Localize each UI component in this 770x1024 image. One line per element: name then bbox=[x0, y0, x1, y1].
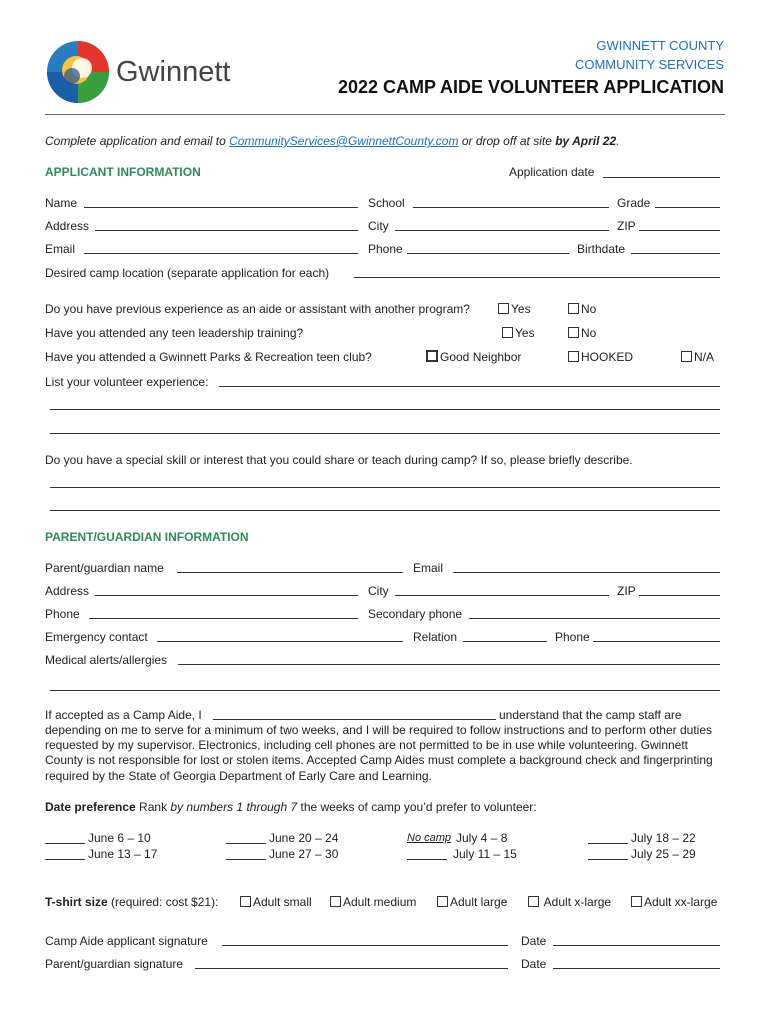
checkbox-icon[interactable] bbox=[631, 896, 642, 907]
date-pref-ital: by numbers 1 through 7 bbox=[170, 800, 298, 814]
parent-date-label: Date bbox=[521, 957, 547, 971]
experience-field-1[interactable] bbox=[219, 386, 720, 387]
week-rank-field[interactable] bbox=[45, 843, 85, 844]
q2-yes-label: Yes bbox=[515, 326, 535, 340]
relation-label: Relation bbox=[413, 630, 458, 644]
page-title: 2022 CAMP AIDE VOLUNTEER APPLICATION bbox=[337, 77, 724, 97]
logo-mark-icon bbox=[46, 40, 110, 104]
emergency-contact-field[interactable] bbox=[157, 641, 403, 642]
applicant-date-label: Date bbox=[521, 934, 547, 948]
date-preference-label bbox=[45, 800, 537, 814]
week-option: June 6 – 10 bbox=[88, 831, 151, 845]
week-rank-field[interactable] bbox=[226, 859, 266, 860]
medical-label: Medical alerts/allergies bbox=[45, 653, 168, 667]
parent-email-field[interactable] bbox=[453, 572, 720, 573]
org-name-line1: GWINNETT COUNTY bbox=[596, 38, 724, 53]
week-option: June 27 – 30 bbox=[269, 847, 339, 861]
parent-heading: PARENT/GUARDIAN INFORMATION bbox=[45, 530, 249, 544]
checkbox-icon[interactable] bbox=[498, 303, 509, 314]
q2-no-option[interactable] bbox=[568, 326, 596, 340]
applicant-heading: APPLICANT INFORMATION bbox=[45, 165, 201, 179]
application-date-field[interactable] bbox=[603, 177, 720, 178]
agreement-start: If accepted as a Camp Aide, I bbox=[45, 708, 202, 722]
tshirt-size-label: Adult x-large bbox=[541, 895, 612, 909]
q3-na-option[interactable] bbox=[681, 350, 714, 364]
date-pref-a: Rank bbox=[135, 800, 171, 814]
week-option: June 20 – 24 bbox=[269, 831, 339, 845]
emergency-phone-field[interactable] bbox=[593, 641, 720, 642]
question-teen-club: Have you attended a Gwinnett Parks & Recreation teen club? bbox=[45, 350, 372, 364]
gwinnett-logo bbox=[46, 40, 246, 106]
date-pref-b: the weeks of camp you’d prefer to volunteer: bbox=[297, 800, 537, 814]
week-rank-field[interactable] bbox=[588, 843, 628, 844]
week-rank-field[interactable] bbox=[45, 859, 85, 860]
emergency-phone-label: Phone bbox=[555, 630, 590, 644]
question-leadership: Have you attended any teen leadership training? bbox=[45, 326, 304, 340]
school-label: School bbox=[368, 196, 405, 210]
grade-label: Grade bbox=[617, 196, 651, 210]
date-pref-bold: Date preference bbox=[45, 800, 136, 814]
q1-yes-option[interactable] bbox=[498, 302, 531, 316]
application-date-label: Application date bbox=[509, 165, 595, 179]
week-rank-field[interactable] bbox=[407, 859, 447, 860]
parent-phone-field[interactable] bbox=[89, 618, 358, 619]
applicant-signature-field[interactable] bbox=[222, 945, 508, 946]
week-option: July 18 – 22 bbox=[631, 831, 696, 845]
q3-hooked-label: HOOKED bbox=[581, 350, 634, 364]
q1-yes-label: Yes bbox=[511, 302, 531, 316]
week-option: July 11 – 15 bbox=[453, 847, 517, 861]
checkbox-icon[interactable] bbox=[568, 327, 579, 338]
secondary-phone-label: Secondary phone bbox=[368, 607, 463, 621]
skill-field-1[interactable] bbox=[50, 487, 720, 488]
parent-zip-field[interactable] bbox=[639, 595, 720, 596]
checkbox-icon[interactable] bbox=[568, 303, 579, 314]
tshirt-option-xxlarge[interactable] bbox=[631, 895, 717, 909]
tshirt-label bbox=[45, 895, 218, 909]
experience-field-3[interactable] bbox=[50, 433, 720, 434]
phone-field[interactable] bbox=[407, 253, 569, 254]
week-option: July 25 – 29 bbox=[631, 847, 696, 861]
tshirt-size-label: Adult small bbox=[253, 895, 312, 909]
q3-good-neighbor-label: Good Neighbor bbox=[440, 350, 522, 364]
checkbox-icon[interactable] bbox=[330, 896, 341, 907]
tshirt-option-medium[interactable] bbox=[330, 895, 416, 909]
experience-field-2[interactable] bbox=[50, 409, 720, 410]
checkbox-icon[interactable] bbox=[502, 327, 513, 338]
medical-field-1[interactable] bbox=[178, 664, 720, 665]
parent-date-field[interactable] bbox=[553, 968, 720, 969]
checkbox-icon[interactable] bbox=[240, 896, 251, 907]
relation-field[interactable] bbox=[463, 641, 547, 642]
week-option: July 4 – 8 bbox=[456, 831, 508, 845]
q3-good-neighbor-option[interactable] bbox=[426, 350, 521, 364]
q2-yes-option[interactable] bbox=[502, 326, 535, 340]
birthdate-label: Birthdate bbox=[577, 242, 626, 256]
parent-name-field[interactable] bbox=[177, 572, 403, 573]
grade-field[interactable] bbox=[655, 207, 720, 208]
parent-email-label: Email bbox=[413, 561, 444, 575]
parent-zip-label: ZIP bbox=[617, 584, 636, 598]
name-label: Name bbox=[45, 196, 78, 210]
checkbox-icon[interactable] bbox=[426, 350, 438, 362]
checkbox-icon[interactable] bbox=[528, 896, 539, 907]
tshirt-option-large[interactable] bbox=[437, 895, 507, 909]
tshirt-size-label: Adult xx-large bbox=[644, 895, 718, 909]
agreement-rest: understand that the camp staff are bbox=[499, 708, 682, 722]
parent-city-field[interactable] bbox=[395, 595, 609, 596]
q2-no-label: No bbox=[581, 326, 597, 340]
intro-deadline: by April 22 bbox=[555, 134, 617, 148]
zip-label: ZIP bbox=[617, 219, 636, 233]
week-rank-field[interactable] bbox=[226, 843, 266, 844]
intro-mid: or drop off at site bbox=[458, 134, 556, 148]
question-experience: Do you have previous experience as an aide or assistant with another program? bbox=[45, 302, 470, 316]
skill-question: Do you have a special skill or interest that you could share or teach during camp? If so, please briefly describe. bbox=[45, 453, 633, 467]
city-label: City bbox=[368, 219, 389, 233]
email-link[interactable]: CommunityServices@GwinnettCounty.com bbox=[229, 134, 459, 148]
q3-na-label: N/A bbox=[694, 350, 715, 364]
agreement-name-field[interactable] bbox=[213, 719, 496, 720]
skill-field-2[interactable] bbox=[50, 510, 720, 511]
org-name-line2: COMMUNITY SERVICES bbox=[574, 57, 724, 72]
birthdate-field[interactable] bbox=[631, 253, 720, 254]
emergency-contact-label: Emergency contact bbox=[45, 630, 148, 644]
q3-hooked-option[interactable] bbox=[568, 350, 633, 364]
intro-pre: Complete application and email to bbox=[45, 134, 230, 148]
tshirt-label-rest: (required: cost $21): bbox=[107, 895, 219, 909]
tshirt-option-small[interactable] bbox=[240, 895, 312, 909]
logo-wordmark: Gwinnett bbox=[116, 56, 231, 88]
medical-field-2[interactable] bbox=[50, 690, 720, 691]
checkbox-icon[interactable] bbox=[681, 351, 692, 362]
q1-no-option[interactable] bbox=[568, 302, 596, 316]
desired-location-label: Desired camp location (separate application for each) bbox=[45, 266, 330, 280]
parent-address-label: Address bbox=[45, 584, 90, 598]
parent-city-label: City bbox=[368, 584, 389, 598]
intro-end: . bbox=[616, 134, 620, 148]
email-label: Email bbox=[45, 242, 76, 256]
tshirt-size-label: Adult large bbox=[450, 895, 508, 909]
desired-location-field[interactable] bbox=[354, 277, 720, 278]
applicant-date-field[interactable] bbox=[553, 945, 720, 946]
tshirt-label-bold: T-shirt size bbox=[45, 895, 108, 909]
parent-signature-field[interactable] bbox=[195, 968, 508, 969]
address-field[interactable] bbox=[95, 230, 358, 231]
tshirt-size-label: Adult medium bbox=[343, 895, 417, 909]
parent-signature-label: Parent/guardian signature bbox=[45, 957, 184, 971]
agreement-body: depending on me to serve for a minimum of two weeks, and I will be required to follow instructions and to perform other duties requested by my supervisor. Electronics, including cell phones are not permitted to be in use while volunteering. Gwinnett County is not responsible for lost or stolen items. Accepted Camp Aides must complete a background check and fingerprinting required by the State of Georgia Department of Early Care and Learning. bbox=[45, 723, 713, 783]
tshirt-option-xlarge[interactable] bbox=[528, 895, 611, 909]
parent-address-field[interactable] bbox=[95, 595, 358, 596]
parent-name-label: Parent/guardian name bbox=[45, 561, 164, 575]
week-rank-field[interactable] bbox=[588, 859, 628, 860]
address-label: Address bbox=[45, 219, 90, 233]
no-camp-note: No camp bbox=[407, 832, 452, 844]
checkbox-icon[interactable] bbox=[437, 896, 448, 907]
header-divider bbox=[45, 114, 725, 115]
school-field[interactable] bbox=[413, 207, 609, 208]
parent-phone-label: Phone bbox=[45, 607, 80, 621]
q1-no-label: No bbox=[581, 302, 597, 316]
checkbox-icon[interactable] bbox=[568, 351, 579, 362]
email-field[interactable] bbox=[84, 253, 358, 254]
week-option: June 13 – 17 bbox=[88, 847, 158, 861]
city-field[interactable] bbox=[395, 230, 609, 231]
intro-text bbox=[45, 134, 619, 148]
applicant-signature-label: Camp Aide applicant signature bbox=[45, 934, 208, 948]
phone-label: Phone bbox=[368, 242, 403, 256]
secondary-phone-field[interactable] bbox=[469, 618, 720, 619]
name-field[interactable] bbox=[84, 207, 358, 208]
zip-field[interactable] bbox=[639, 230, 720, 231]
experience-label: List your volunteer experience: bbox=[45, 375, 209, 389]
